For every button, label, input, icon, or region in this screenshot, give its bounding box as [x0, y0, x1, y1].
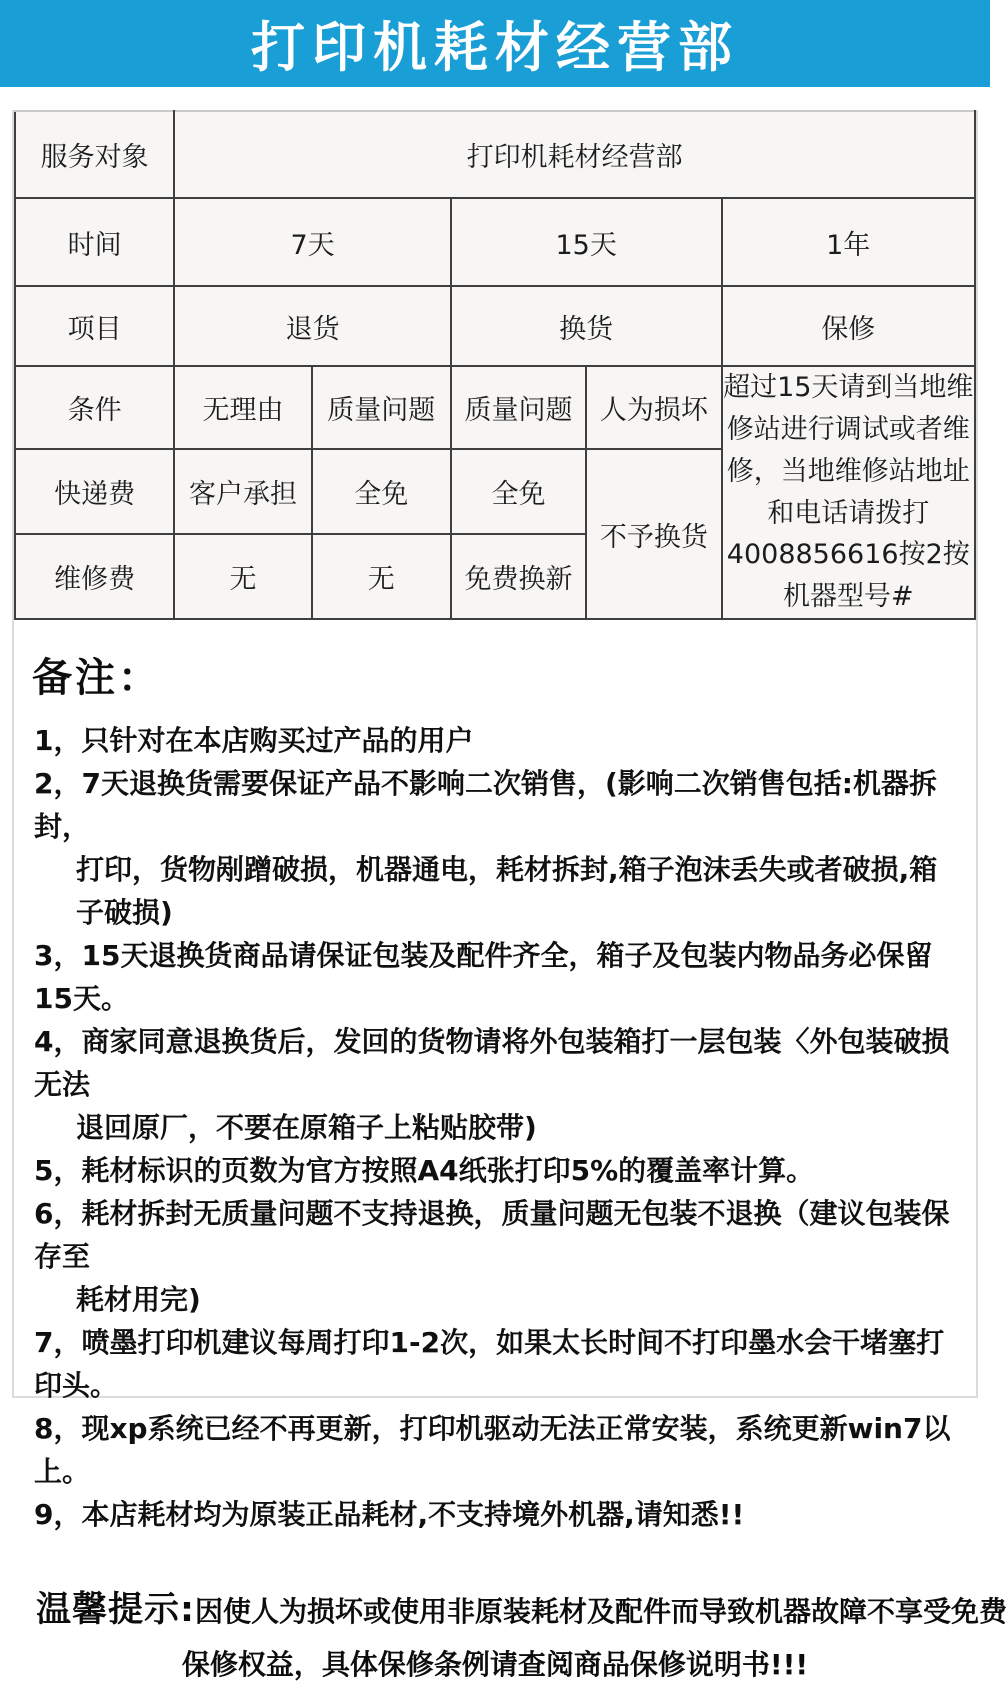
row-label-shipping-fee: 快递费	[15, 449, 174, 534]
note-line-6: 6，耗材拆封无质量问题不支持退换，质量问题无包装不退换（建议包装保存至	[34, 1197, 950, 1274]
note-line-4: 4，商家同意退换货后，发回的货物请将外包装箱打一层包装〈外包装破损无法	[34, 1025, 950, 1102]
cell-repair-free-new: 免费换新	[451, 534, 586, 619]
cell-condition-quality-2: 质量问题	[451, 366, 586, 449]
warm-tip-label: 温馨提示:	[36, 1590, 195, 1631]
page-header	[0, 0, 990, 87]
cell-repair-none-2: 无	[312, 534, 451, 619]
cell-item-return: 退货	[174, 286, 450, 366]
content-box	[12, 110, 1007, 1682]
row-label-repair-fee: 维修费	[15, 534, 174, 619]
warm-tip	[14, 1586, 1007, 1688]
note-line-2: 2，7天退换货需要保证产品不影响二次销售，(影响二次销售包括:机器拆封，	[34, 767, 937, 844]
note-line-1: 1，只针对在本店购买过产品的用户	[34, 724, 474, 758]
cell-shipping-free-1: 全免	[312, 449, 451, 534]
cell-time-exchange: 15天	[451, 198, 722, 286]
table-row-service-target	[15, 111, 975, 198]
cell-time-warranty: 1年	[722, 198, 975, 286]
row-label-service-target: 服务对象	[15, 111, 174, 198]
warm-tip-text: 因使人为损坏或使用非原装耗材及配件而导致机器故障不享受免费	[195, 1595, 1007, 1629]
row-label-time: 时间	[15, 198, 174, 286]
cell-time-return: 7天	[174, 198, 450, 286]
cell-condition-human-damage: 人为损坏	[586, 366, 721, 449]
note-line-3: 3，15天退换货商品请保证包装及配件齐全，箱子及包装内物品务必保留15天。	[34, 939, 933, 1016]
row-label-item: 项目	[15, 286, 174, 366]
note-line-4b: 退回原厂，不要在原箱子上粘贴胶带)	[76, 1111, 537, 1145]
note-line-8: 8，现xp系统已经不再更新，打印机驱动无法正常安装，系统更新win7以上。	[34, 1412, 951, 1489]
table-row-time	[15, 198, 975, 286]
warm-tip-line-2: 保修权益，具体保修条例请查阅商品保修说明书!!!	[181, 1648, 809, 1682]
cell-item-exchange: 换货	[451, 286, 722, 366]
table-row-item	[15, 286, 975, 366]
note-line-5: 5，耗材标识的页数为官方按照A4纸张打印5%的覆盖率计算。	[34, 1154, 815, 1188]
cell-condition-quality-1: 质量问题	[312, 366, 451, 449]
cell-shipping-customer: 客户承担	[174, 449, 311, 534]
cell-no-exchange: 不予换货	[586, 449, 721, 619]
service-policy-table	[14, 110, 976, 620]
note-line-2b: 打印，货物剐蹭破损，机器通电，耗材拆封,箱子泡沫丢失或者破损,箱子破损)	[76, 853, 938, 930]
notes-heading: 备注：	[32, 655, 161, 702]
cell-item-warranty: 保修	[722, 286, 975, 366]
cell-shipping-free-2: 全免	[451, 449, 586, 534]
cell-repair-none-1: 无	[174, 534, 311, 619]
note-line-7: 7，喷墨打印机建议每周打印1-2次，如果太长时间不打印墨水会干堵塞打印头。	[34, 1326, 945, 1403]
note-line-6b: 耗材用完)	[76, 1283, 201, 1317]
table-row-condition	[15, 366, 975, 449]
note-line-9: 9，本店耗材均为原装正品耗材,不支持境外机器,请知悉!!	[34, 1498, 745, 1532]
page-title: 打印机耗材经营部	[251, 16, 739, 79]
row-label-condition: 条件	[15, 366, 174, 449]
cell-warranty-note: 超过15天请到当地维修站进行调试或者维修，当地维修站地址和电话请拨打4008856616按2按机器型号#	[722, 366, 975, 619]
cell-service-target-value: 打印机耗材经营部	[174, 111, 975, 198]
warm-tip-line-1	[14, 1586, 1007, 1636]
notes-section	[14, 620, 976, 1536]
cell-condition-no-reason: 无理由	[174, 366, 311, 449]
